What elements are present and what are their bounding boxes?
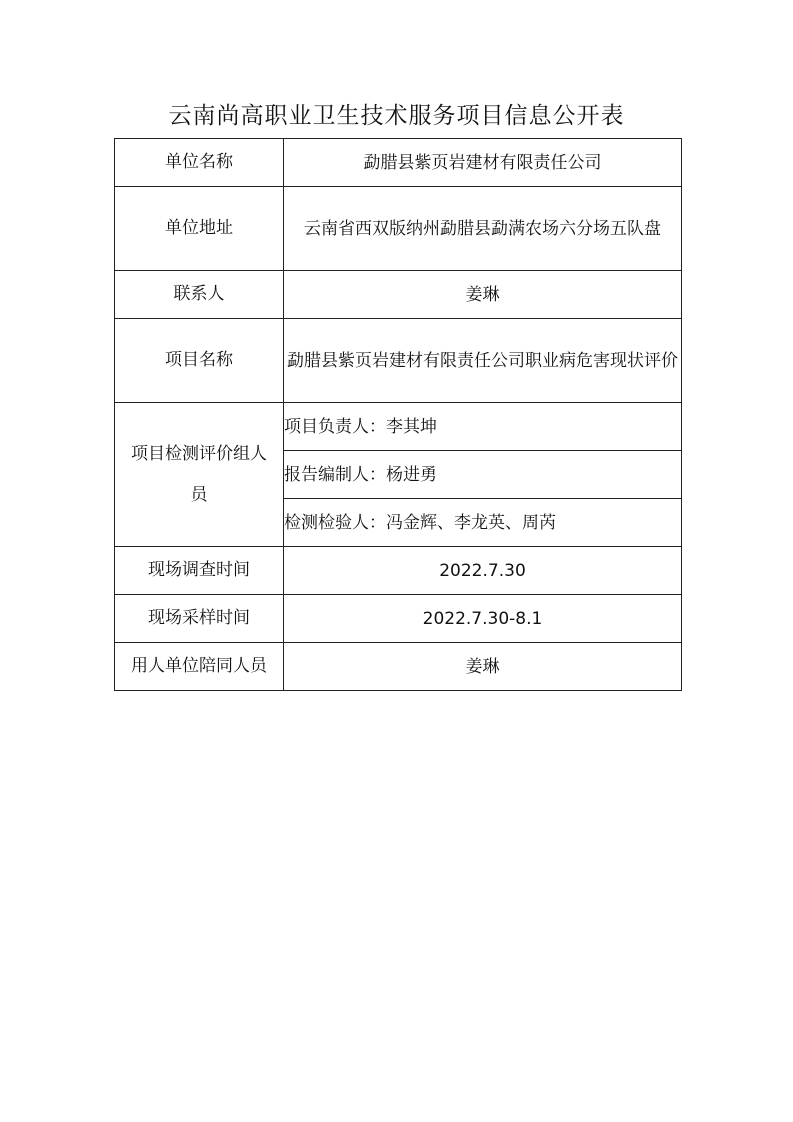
team-label (115, 403, 284, 547)
table-row (115, 271, 682, 319)
escort-label: 用人单位陪同人员 (115, 643, 284, 691)
table-row (115, 403, 682, 451)
unit-address-label: 单位地址 (115, 187, 284, 271)
project-name-value: 勐腊县紫页岩建材有限责任公司职业病危害现状评价 (284, 319, 682, 403)
unit-name-value: 勐腊县紫页岩建材有限责任公司 (284, 139, 682, 187)
survey-time-label: 现场调查时间 (115, 547, 284, 595)
unit-address-value: 云南省西双版纳州勐腊县勐满农场六分场五队盘 (284, 187, 682, 271)
table-row (115, 595, 682, 643)
team-member-inspectors: 检测检验人：冯金辉、李龙英、周芮 (284, 499, 682, 547)
table-row (115, 139, 682, 187)
team-member-author: 报告编制人：杨进勇 (284, 451, 682, 499)
survey-time-value: 2022.7.30 (284, 547, 682, 595)
team-label-text: 项目检测评价组人员 (131, 443, 267, 505)
project-name-label: 项目名称 (115, 319, 284, 403)
table-row (115, 547, 682, 595)
document-title: 云南尚高职业卫生技术服务项目信息公开表 (168, 103, 625, 129)
table-row (115, 643, 682, 691)
sampling-time-label: 现场采样时间 (115, 595, 284, 643)
unit-name-label: 单位名称 (115, 139, 284, 187)
team-member-lead: 项目负责人：李其坤 (284, 403, 682, 451)
escort-value: 姜琳 (284, 643, 682, 691)
table-row (115, 319, 682, 403)
table-row (115, 187, 682, 271)
contact-value: 姜琳 (284, 271, 682, 319)
contact-label: 联系人 (115, 271, 284, 319)
project-info-table (114, 138, 682, 691)
sampling-time-value: 2022.7.30-8.1 (284, 595, 682, 643)
